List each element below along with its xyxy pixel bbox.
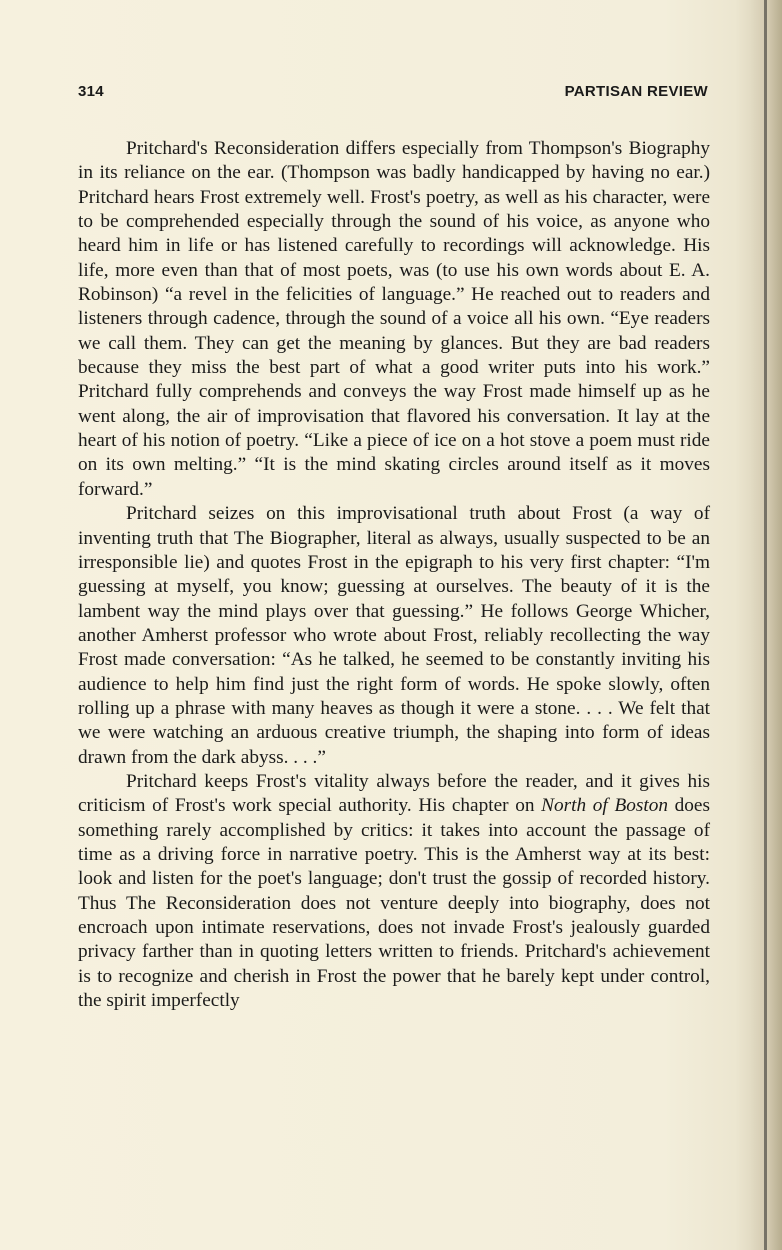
paragraph-3-text-after: does something rarely accomplished by critics: it takes into account the passage of time as a driving force in narrative poetry. This is the Amherst way at its best: look and listen for the poet's language; don't trust the gossip of recorded history. Thus The Reconsideration does not venture deeply into biography, does not encroach upon intimate reservations, does not invade Frost's jealously guarded privacy farther than in quoting letters written to friends. Pritchard's achievement is to recognize and cherish in Frost the power that he barely kept under control, the spirit imperfectly [78, 795, 710, 1012]
page-header [78, 83, 708, 103]
paragraph-1: Pritchard's Reconsideration differs especially from Thompson's Biography in its reliance on the ear. (Thompson was badly handicapped by having no ear.) Pritchard hears Frost extremely well. Frost's poetry, as well as his character, were to be comprehended especially through the sound of his voice, as anyone who heard him in life or has listened carefully to recordings will acknowledge. His life, more even than that of most poets, was (to use his own words about E. A. Robinson) “a revel in the felicities of language.” He reached out to readers and listeners through cadence, through the sound of a voice all his own. “Eye readers we call them. They can get the meaning by glances. But they are bad readers because they miss the best part of what a good writer puts into his work.” Pritchard fully comprehends and conveys the way Frost made himself up as he went along, the air of improvisation that flavored his conversation. It lay at the heart of his notion of poetry. “Like a piece of ice on a hot stove a poem must ride on its own melting.” “It is the mind skating circles around itself as it moves forward.” [78, 138, 710, 500]
body-text [78, 137, 710, 1013]
page-binding-edge [750, 0, 782, 1250]
page-number: 314 [78, 83, 104, 100]
running-head: PARTISAN REVIEW [564, 83, 708, 100]
paragraph-3-text-before: Pritchard keeps Frost's vitality always before the reader, and it gives his criticism of Frost's work special authority. His chapter on [78, 770, 710, 817]
paragraph-2: Pritchard seizes on this improvisational truth about Frost (a way of inventing truth that The Biographer, literal as always, usually suspected to be an irresponsible lie) and quotes Frost in the epigraph to his very first chapter: “I'm guessing at myself, you know; guessing at ourselves. The beauty of it is the lambent way the mind plays over that guessing.” He follows George Whicher, another Amherst professor who wrote about Frost, reliably recollecting the way Frost made conversation: “As he talked, he seemed to be constantly inviting his audience to help him find just the right form of words. He spoke slowly, often rolling up a phrase with many heaves as though it were a stone. . . . We felt that we were watching an arduous creative triumph, the shaping into form of ideas drawn from the dark abyss. . . .” [78, 503, 710, 768]
paragraph-3 [78, 770, 710, 1013]
book-title-north-of-boston: North of Boston [541, 795, 668, 817]
